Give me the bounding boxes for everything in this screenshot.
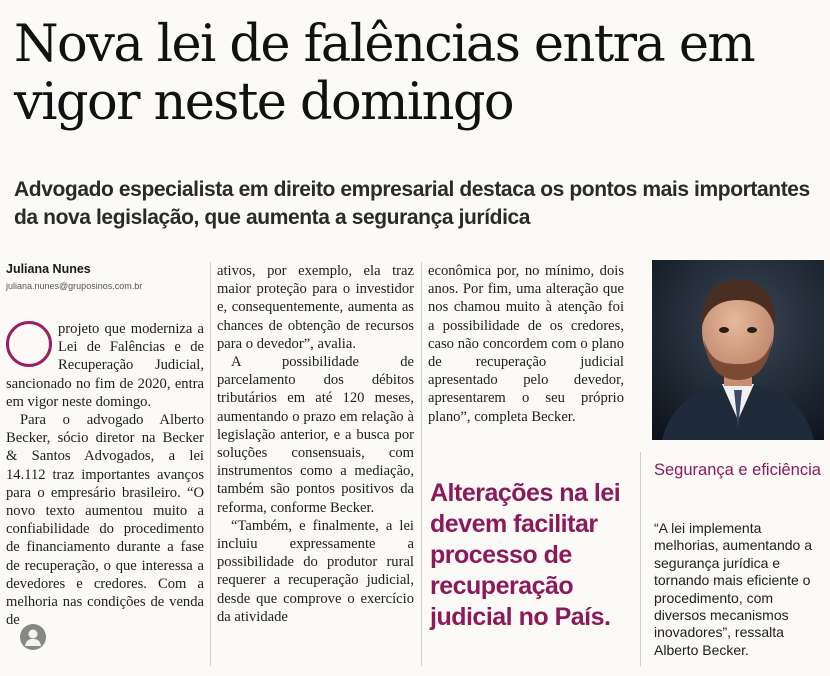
byline — [6, 262, 206, 291]
paragraph-text: projeto que moderniza a Lei de Falências e de Recuperação Judicial, sancionado no fim de 2020, entra em vigor neste domingo. — [6, 321, 204, 410]
article-paragraph: econômica por, no mínimo, dois anos. Por fim, uma alteração que nos chamou muito à atenção foi a possibilidade de os credores, caso não concordem com o plano de recuperação judicial apresentado pelo devedor, apresentarem o seu próprio plano”, completa Becker. — [428, 263, 624, 425]
headline: Nova lei de falências entra em vigor neste domingo — [14, 15, 755, 132]
author-name: Juliana Nunes — [6, 262, 91, 276]
subheadline: Advogado especialista em direito empresarial destaca os pontos mais importantes da nova legislação, que aumenta a segurança jurídica — [14, 178, 810, 229]
article-column-3 — [428, 262, 624, 426]
author-email[interactable]: juliana.nunes@gruposinos.com.br — [6, 281, 143, 291]
pull-quote: Alterações na lei devem facilitar processo de recuperação judicial no País. — [430, 479, 621, 631]
profile-avatar-icon[interactable] — [20, 624, 46, 650]
sidebar-divider — [640, 452, 641, 666]
article-paragraph: “Também, e finalmente, a lei incluiu expressamente a possibilidade do produtor rural requerer a recuperação judicial, desde que comprove o exercício da atividade — [217, 517, 414, 625]
sidebar-quote: “A lei implementa melhorias, aumentando a segurança jurídica e tornando mais eficiente o procedimento, com diversos mecanismos inovadores”, ressalta Alberto Becker. — [654, 520, 812, 658]
article-paragraph: A possibilidade de parcelamento dos débitos tributários em até 120 meses, aumentando o prazo em relação à legislação anterior, e a busca por soluções consensuais, com instrumentos como a mediação, também são pontos positivos da reforma, conforme Becker. — [217, 354, 414, 516]
article-paragraph: Para o advogado Alberto Becker, sócio diretor na Becker & Santos Advogados, a lei 14.112 traz importantes avanços para o empresário brasileiro. “O novo texto aumentou muito a confiabilidade do procedimento de financiamento durante a fase de recuperação, o que interessa a devedores e credores. Com a melhoria nas condições de venda de — [6, 412, 204, 629]
sidebar-title: Segurança e eficiência — [654, 461, 821, 479]
article-paragraph: ativos, por exemplo, ela traz maior proteção para o investidor e, consequentemente, aumenta as chances de obtenção de recursos para o devedor”, avalia. — [217, 263, 414, 352]
article-paragraph — [6, 320, 204, 411]
column-divider — [210, 262, 211, 666]
article-column-2 — [217, 262, 414, 626]
column-divider — [421, 262, 422, 666]
portrait-illustration — [652, 260, 824, 440]
article-column-1 — [6, 320, 204, 629]
portrait-photo — [652, 260, 824, 440]
user-silhouette-icon — [20, 624, 46, 650]
drop-cap-o-icon — [6, 321, 52, 367]
